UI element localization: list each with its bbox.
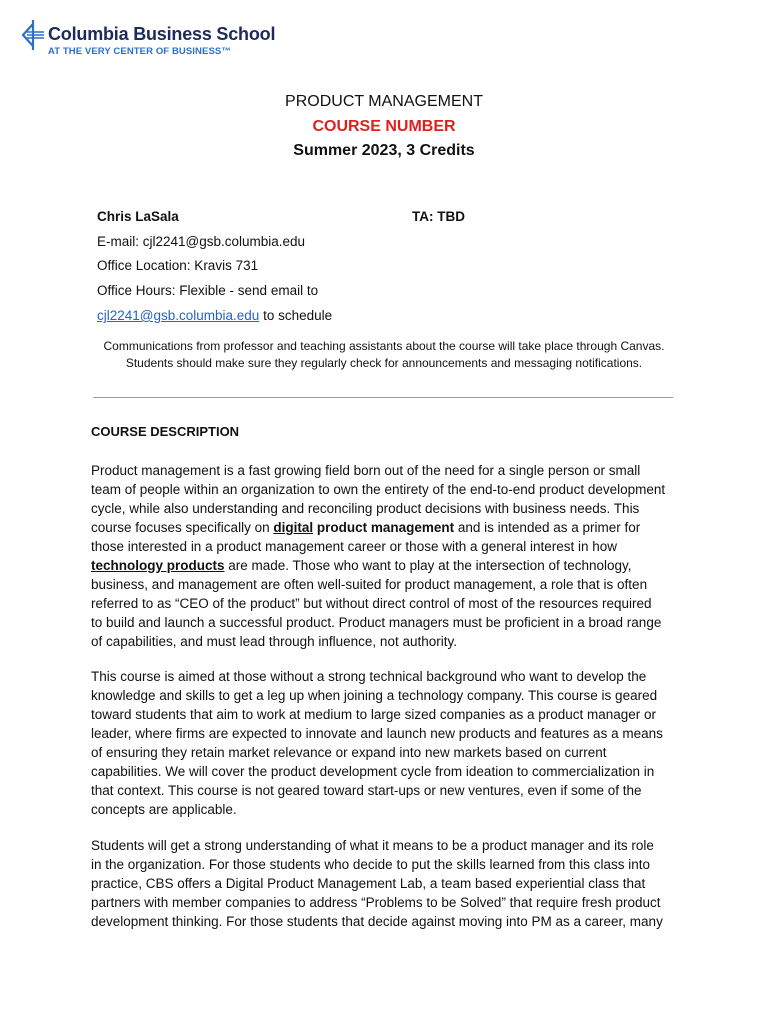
p2-line: of ensuring they retain market relevance or expand into new markets based on current — [91, 745, 607, 760]
email-link[interactable]: cjl2241@gsb.columbia.edu — [97, 308, 260, 323]
description-paragraph-1 — [91, 461, 691, 651]
p2-line: knowledge and skills to get a leg up when joining a technology company. This course is geared — [91, 688, 658, 703]
p2-line: that context. This course is not geared toward start-ups or new ventures, even if some of the — [91, 783, 642, 798]
p3-line: partners with member companies to address “Problems to be Solved” that require fresh product — [91, 895, 661, 910]
p2-line: toward students that aim to work at medium to large sized companies as a product manager or — [91, 707, 657, 722]
p1-line: those interested in a product management career or those with a general interest in how — [91, 539, 618, 554]
instructor-email: E-mail: cjl2241@gsb.columbia.edu — [97, 234, 306, 249]
p3-line: in the organization. For those students who decide to put the skills learned from this class into — [91, 857, 651, 872]
p1-text: course focuses specifically on — [91, 520, 274, 535]
communications-line-2: Students should make sure they regularly check for announcements and messaging notifications. — [125, 356, 643, 370]
description-paragraph-3 — [91, 836, 691, 931]
product-management-emphasis: product management — [316, 520, 455, 535]
office-hours: Office Hours: Flexible - send email to — [97, 283, 319, 298]
divider — [93, 397, 673, 398]
p1-line: cycle, while also understanding and reconciling product decisions with business needs. This — [91, 501, 640, 516]
p3-line: development thinking. For those students that decide against moving into PM as a career, many — [91, 914, 663, 929]
office-location: Office Location: Kravis 731 — [97, 258, 259, 273]
school-logo — [20, 18, 276, 62]
p1-line — [91, 556, 691, 575]
p2-line: capabilities. We will cover the product development cycle from ideation to commercialization in — [91, 764, 655, 779]
p1-line: Product management is a fast growing field born out of the need for a single person or small — [91, 463, 641, 478]
course-title: PRODUCT MANAGEMENT — [285, 93, 483, 110]
course-term: Summer 2023, 3 Credits — [293, 142, 475, 159]
p1-line — [91, 518, 691, 537]
communications-note — [80, 338, 688, 372]
p1-text: are made. Those who want to play at the intersection of technology, — [224, 558, 632, 573]
section-title: COURSE DESCRIPTION — [91, 424, 240, 439]
p3-line: Students will get a strong understanding of what it means to be a product manager and its role — [91, 838, 654, 853]
columbia-crown-icon — [20, 18, 46, 52]
description-paragraph-2 — [91, 667, 691, 819]
p1-line: to build and launch a successful product. Product managers must be proficient in a broad range — [91, 615, 662, 630]
instructor-name: Chris LaSala — [97, 209, 179, 224]
p2-line: concepts are applicable. — [91, 802, 237, 817]
p1-line: team of people within an organization to own the entirety of the end-to-end product development — [91, 482, 666, 497]
course-number: COURSE NUMBER — [312, 118, 456, 135]
p1-line: referred to as “CEO of the product” but without direct control of most of the resources required — [91, 596, 652, 611]
communications-line-1: Communications from professor and teaching assistants about the course will take place through Canvas. — [103, 339, 665, 353]
technology-products-emphasis: technology products — [91, 558, 225, 573]
p2-line: leader, where firms are expected to innovate and launch new products and features as a means — [91, 726, 663, 741]
digital-emphasis: digital — [273, 520, 314, 535]
logo-name: Columbia Business School — [48, 24, 276, 44]
schedule-line — [97, 308, 332, 323]
p1-line: business, and management are often well-suited for product management, a role that is often — [91, 577, 648, 592]
schedule-suffix: to schedule — [259, 308, 333, 323]
p1-line: of capabilities, and must lead through influence, not authority. — [91, 634, 457, 649]
p1-text: and is intended as a primer for — [454, 520, 641, 535]
ta-label: TA: TBD — [412, 209, 465, 224]
logo-tagline: AT THE VERY CENTER OF BUSINESS™ — [48, 46, 231, 57]
p3-line: practice, CBS offers a Digital Product Management Lab, a team based experiential class that — [91, 876, 646, 891]
p2-line: This course is aimed at those without a strong technical background who want to develop the — [91, 669, 647, 684]
